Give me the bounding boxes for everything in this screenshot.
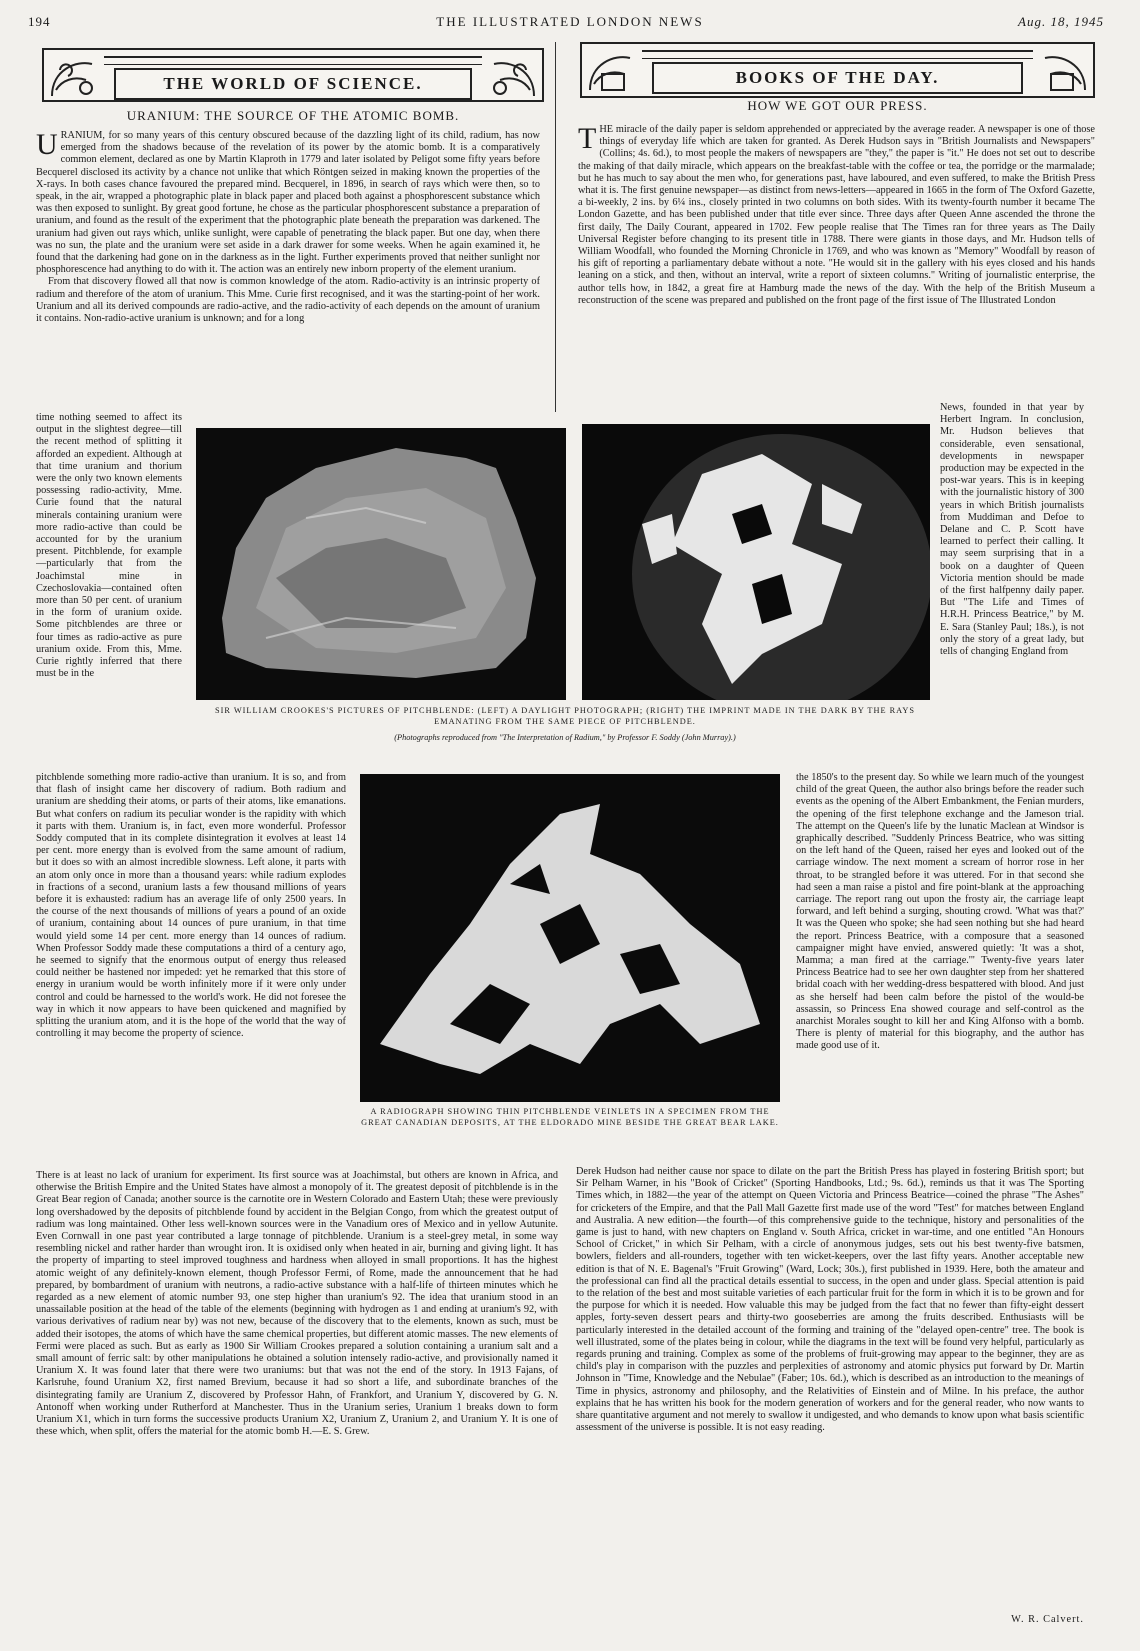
radiograph-photo: [360, 774, 780, 1102]
pitchblende-daylight-photo: [196, 428, 566, 700]
banner-rule: [104, 56, 482, 65]
science-intro: [36, 130, 540, 412]
masthead-title: THE ILLUSTRATED LONDON NEWS: [436, 14, 704, 29]
banner-rule: [642, 50, 1033, 59]
books-bottom-text: Derek Hudson had neither cause nor space to dilate on the part the British Press has played in fostering British sport; but Sir Pelham Warner, in his "Book of Cricket" (Sporting Handbooks, Ltd.; 9s. 6d.), reminds us that it was The Sporting Times which, in 1882—the year of the attempt on Queen Victoria and Princess Beatrice—coined the phrase "The Ashes" for cricketers of the Empire, and that the Pall Mall Gazette first made use of the word "Test" for matches between England and Australia. A new edition—the fourth—of this comprehensive guide to the technique, history and personalities of the game is just to hand, with new chapters on England v. South Africa, cricket in war-time, and one entitled "An Honours School of Cricket," in which Sir Pelham, with a circle of anonymous judges, sets out his best twenty-five batsmen, bowlers, fielders and all-rounders, together with ten wicket-keepers, over the last fifty years. Another acceptable new edition is that of N. E. Bagenal's "Fruit Growing" (Ward, Lock; 30s.), first published in 1939. Here, both the amateur and the professional can find all the practical details essential to success, in the open and under glass. Special attention is paid to the relation of the best and most suitable varieties of each particular fruit for the form in which it is to be grown and for the purpose for which it is needed. How valuable this may be judged from the fact that no fewer than fifty-eight dessert apples, forty-seven dessert pears and thirty-two gooseberries are among the fruits described. Enthusiasts will be particularly interested in the detailed account of the forming and training of the "delayed open-centre" tree. The book is well illustrated, some of the plates being in colour, while the diagrams in the text will be found very helpful, particularly as regards pruning and training. Complex as some of the problems of fruit-growing may appear to the beginner, they are as child's play in comparison with the puzzles and perplexities of astronomy and atomic physics put forward by Dr. Martin Johnson in "Time, Knowledge and the Nebulae" (Faber; 10s. 6d.), which is described as an introduction to the meanings of Time in physics, astronomy and philosophy, and the Relativities of Einstein and of Milne. In his preface, the author explains that he has written his book for the modern generation of workers and for the general reader, who now wants to share quantitative argument and not merely to swallow it undigested, and who demands to know upon what basis scientific assessment of the universe is possible. It is not easy reading.: [576, 1166, 1084, 1434]
science-bottom-column: [36, 1170, 558, 1622]
science-middle-column: [36, 772, 346, 1170]
science-heading: THE WORLD OF SCIENCE.: [114, 68, 472, 100]
science-mid-text: pitchblende something more radio-active than uranium. It is so, and from that flash of insight came her discovery of radium. Both radium and uranium are shedding their atoms, or parts of their atoms, like emanations. But what confers on radium its peculiar wonder is the rapidity with which it parts with them. Uranium is, in fact, even more wonderful. Professor Soddy computed that in its complete disintegration it evolves at least 14 per cent. more energy than is evolved from the same amount of radium, but it does so with an almost incredible slowness. Left alone, it parts with an atom only once in more than a thousand years: while radium explodes in fractions of a second, uranium lasts a few thousand millions of years before it is exhausted: radium has an average life of only 2500 years. In the course of the next thousands of millions of years a pound of an oxide of uranium, containing about 14 ounces of pure uranium, in that time would yield some 14 per cent. more energy than 14 ounces of radium. When Professor Soddy made these computations a third of a century ago, he seemed to signify that the enormous output of energy thus released could neither be hastened nor impeded: yet he remarked that this store of energy in uranium would be worth infinitely more if it were only under control and could be harnessed to the world's work. He did not foresee the way in which it now appears to have been quickened and magnified by splitting the uranium atom, and it is the hope of the world that the way of controlling it may become the property of science.: [36, 772, 346, 1040]
imprint-photo-icon: [582, 424, 930, 700]
figure-credit-1: (Photographs reproduced from "The Interpretation of Radium," by Professor F. Soddy (John Murray).): [394, 733, 736, 742]
books-subheading: HOW WE GOT OUR PRESS.: [747, 98, 928, 113]
books-para-top: HE miracle of the daily paper is seldom apprehended or appreciated by the average reader. A newspaper is one of those things of everyday life which are taken for granted. As Derek Hudson says in "British Journalists and Newspapers" (Collins; 4s. 6d.), to most people the makers of newspapers are "they," the paper is "it." He does not set out to describe the making of that daily miracle, which appears on the breakfast-table with the coffee or tea, the porridge or the marmalade; but he has much to say about the men who, for generations past, have laboured, and even suffered, to make the British Press what it is. The first genuine newspaper—as distinct from news-letters—appeared in 1665 in the form of The Oxford Gazette, a bi-weekly, 2 ins. by 6¼ ins., closely printed in two columns on both sides. With its twenty-fourth number it became The London Gazette, and has been published under that title ever since. Three days after Queen Anne ascended the throne the first daily, The Daily Courant, appeared in 1702. Few people realise that The Times ran for three years as The Daily Universal Register before changing to its present title in 1788. There were giants in those days, and Mr. Hudson tells of William Woodfall, who founded the Morning Chronicle in 1769, and who was known as "Memory" Woodfall by reason of his gift of reporting a parliamentary debate without a note. "He would sit in the gallery with his eyes closed and his hands leaning on a stick, and then, without an interval, write a report of sixteen columns." Writing of journalistic enterprise, the author tells how, in 1842, a great fire at Hamburg made the news of the day. With the help of the British Museum a reconstruction of the scene was prepared and published on the front page of the first issue of The Illustrated London: [578, 124, 1095, 306]
science-dropcap: U: [36, 130, 58, 161]
books-intro: [578, 124, 1095, 412]
figure-caption-2: A RADIOGRAPH SHOWING THIN PITCHBLENDE VEINLETS IN A SPECIMEN FROM THE GREAT CANADIAN DEPOSITS, AT THE ELDORADO MINE BESIDE THE GREAT BEAR LAKE.: [361, 1107, 779, 1127]
science-para-2: From that discovery flowed all that now is common knowledge of the atom. Radio-activity is an intrinsic property of radium and therefore of the atom of uranium. This Mme. Curie first recognised, and it was the starting-point of her work. Uranium and all its derived compounds are radio-active, and the radio-activity of each depends on the amount of uranium it contains. Non-radio-active uranium is unknown; and for a long: [36, 276, 540, 325]
books-mid-text: the 1850's to the present day. So while we learn much of the youngest child of the great Queen, the author also brings before the reader such events as the opening of the Albert Embankment, the Fenian murders, the opening of the first telephone exchange and the Jameson trial. The attempt on the Queen's life by the lunatic Maclean at Windsor is graphically described. "Suddenly Princess Beatrice, who was sitting on the left hand of the Queen, raised her eyes and looked out of the carriage window. The next moment a scream of horror rose in her throat, to be strangled before it was uttered. For in that second she had seen a man raise a pistol and fire point-blank at the approaching carriage. The report rang out upon the frosty air, the carriage leapt forward, and left behind a surging, shouting crowd. 'What was that?' It was the Queen who spoke; she had seen nothing but she had heard the report. Princess Beatrice, with a composure that a seasoned campaigner might have envied, answered quietly: 'It was a shot, Mamma; a man fired at the carriage.'" Twenty-five years later Princess Beatrice had to see her own daughter step from her shattered bridal coach with her wedding-dress bespattered with blood. And just as she herself had been calm before the pistol of the would-be assassin, so Princess Ena showed courage and self-control as the anarchist Morales sought to kill her and King Alfonso with a bomb. There is plenty of material for this biography, and the author has made good use of it.: [796, 772, 1084, 1052]
books-middle-column: [796, 772, 1084, 1162]
science-banner: [42, 48, 544, 102]
pitchblende-imprint-photo: [582, 424, 930, 700]
science-subheading: URANIUM: THE SOURCE OF THE ATOMIC BOMB.: [126, 108, 460, 123]
science-narrow-column: [36, 412, 182, 772]
books-bottom-column: [576, 1166, 1084, 1614]
books-dropcap: T: [578, 124, 597, 155]
books-banner: [580, 42, 1095, 98]
scroll-ornament-right-icon: [1037, 44, 1091, 98]
science-narrow-text: time nothing seemed to affect its output in the slightest degree—till the recent method of splitting it afforded an expedient. Although at that time uranium and thorium were the only two known elements possessing radio-activity, Mme. Curie found that the natural minerals containing uranium were more radio-active than could be accounted for by the uranium present. Pitchblende, for example—particularly that from the Joachimstal mine in Czechoslovakia—contained often more than 50 per cent. of uranium in the form of uranium oxide. Some pitchblendes are three or four times as radio-active as pure uranium oxide. From this, Mme. Curie rightly inferred that there must be in the: [36, 412, 182, 680]
science-para-1: RANIUM, for so many years of this century obscured because of the dazzling light of its child, radium, has now emerged from the shadows because of the revelation of its power by the atomic bomb. It is a comparatively common element, declared as one by Martin Klaproth in 1779 and later isolated by Peligot some fifty years before Becquerel disclosed its activity by a chance not unlike that which Röntgen seized in making known the properties of the X-rays. In both cases chance favoured the prepared mind. Becquerel, in 1896, in search of rays which were then, so to speak, in the air, wrapped a photographic plate in black paper and placed both against a phosphorescent substance which was then exposed to sunlight. By great good fortune, he chose as the particular phosphorescent substance a preparation of uranium, and found as the result of the experiment that the photographic plate beneath the preparation was darkened. The uranium had given out rays which, unlike sunlight, were capable of penetrating the black paper. But one day, when there was no sun, the plate and the uranium were set aside in a dark drawer for some weeks. When he again examined it, he found that the darkening had gone on in the darkness as in the light. Further experiments proved that neither sunlight nor phosphorescence had anything to do with it. The action was an entirely new inborn property of the element uranium.: [36, 130, 540, 276]
page-number: 194: [28, 14, 51, 29]
science-bottom-text: There is at least no lack of uranium for experiment. Its first source was at Joachimstal, but others are known in Africa, and otherwise the British Empire and the United States have almost a monopoly of it. The greatest deposit of pitchblende is in the Great Bear region of Canada; another source is the carnotite ore in Western Colorado and Eastern Utah; these were previously long overshadowed by the deposits of pitchblende found by accident in the Belgian Congo, from which the greatest output of radium was long maintained. Other less well-known sources were in the Vanadium ores of Mexico and in yellow Autunite. Even Cornwall in one past year contributed a large tonnage of pitchblende. Uranium is a steel-grey metal, in some way resembling nickel and rather harder than wrought iron. It is oxidised only when heated in air, burning and giving light. It has the property of imparting to steel improved toughness and hardness when alloyed in small proportions. It has the highest atomic weight of any definitely-known element, though Professor Fermi, of Rome, made the announcement that he had prepared, by bombardment of uranium with neutrons, a radio-active substance with a half-life of thirteen minutes which he regarded as a new element of atomic number 93, one step higher than uranium's 92. The idea that uranium stood in an unassailable position at the head of the table of the elements (beginning with hydrogen as 1 and ending at uranium's 92, with various derivatives of radium near by) was not new, because of the discovery that to the elements, known as such, must be added their isotopes, the atoms of which have the same chemical properties, but different atomic masses. The new elements of Fermi were placed as such. But as early as 1900 Sir William Crookes prepared a solution containing a uranium salt and a small amount of ferric salt: by other manipulations he obtained a solution intensely radio-active, and provisionally named it Uranium X. It was found later that there were two uraniums: but that was not the end of the story. In 1913 Fajans, of Karlsruhe, found Uranium X2, first named Brevium, because it had so short a life, and subordinate branches of the disintegrating family are Uranium Z, discovered by Professor Hahn, of Frankfort, and Uranium Y, discovered by G. N. Antonoff when working under Rutherford at Manchester. Thus in the Uranium series, Uranium 1 breaks down to form Uranium X1, which in turn forms the successive products Uranium X2, Uranium Z, Uranium 2, and Uranium Y. It is one of these which, when split, offers the material for the atomic bomb H.—E. S. Grew.: [36, 1170, 558, 1438]
radiograph-photo-icon: [360, 774, 780, 1102]
books-narrow-column: [940, 402, 1084, 772]
books-heading: BOOKS OF THE DAY.: [652, 62, 1023, 94]
column-rule: [555, 42, 556, 412]
rock-photo-icon: [196, 428, 566, 700]
scroll-ornament-left-icon: [584, 44, 638, 98]
books-signature: W. R. Calvert.: [1011, 1614, 1084, 1625]
scroll-ornament-left-icon: [46, 50, 100, 104]
books-narrow-text: News, founded in that year by Herbert Ingram. In conclusion, Mr. Hudson believes that considerable, even sensational, developments in newspaper production may be expected in the post-war years. This is in keeping with the journalistic history of 300 years in which British journalists from Muddiman and Defoe to Delane and C. P. Scott have learned to perfect their calling. It may seem surprising that in a book on a daughter of Queen Victoria mention should be made of the first halfpenny daily paper. But "The Life and Times of H.R.H. Princess Beatrice," by M. E. Sara (Stanley Paul; 18s.), is not only the story of a great lady, but tells of changing England from: [940, 402, 1084, 658]
figure-caption-1: SIR WILLIAM CROOKES'S PICTURES OF PITCHBLENDE: (LEFT) A DAYLIGHT PHOTOGRAPH; (RIGHT) THE IMPRINT MADE IN THE DARK BY THE RAYS EMANATING FROM THE SAME PIECE OF PITCHBLENDE.: [214, 706, 915, 726]
scroll-ornament-right-icon: [486, 50, 540, 104]
masthead-date: Aug. 18, 1945: [1018, 14, 1104, 29]
